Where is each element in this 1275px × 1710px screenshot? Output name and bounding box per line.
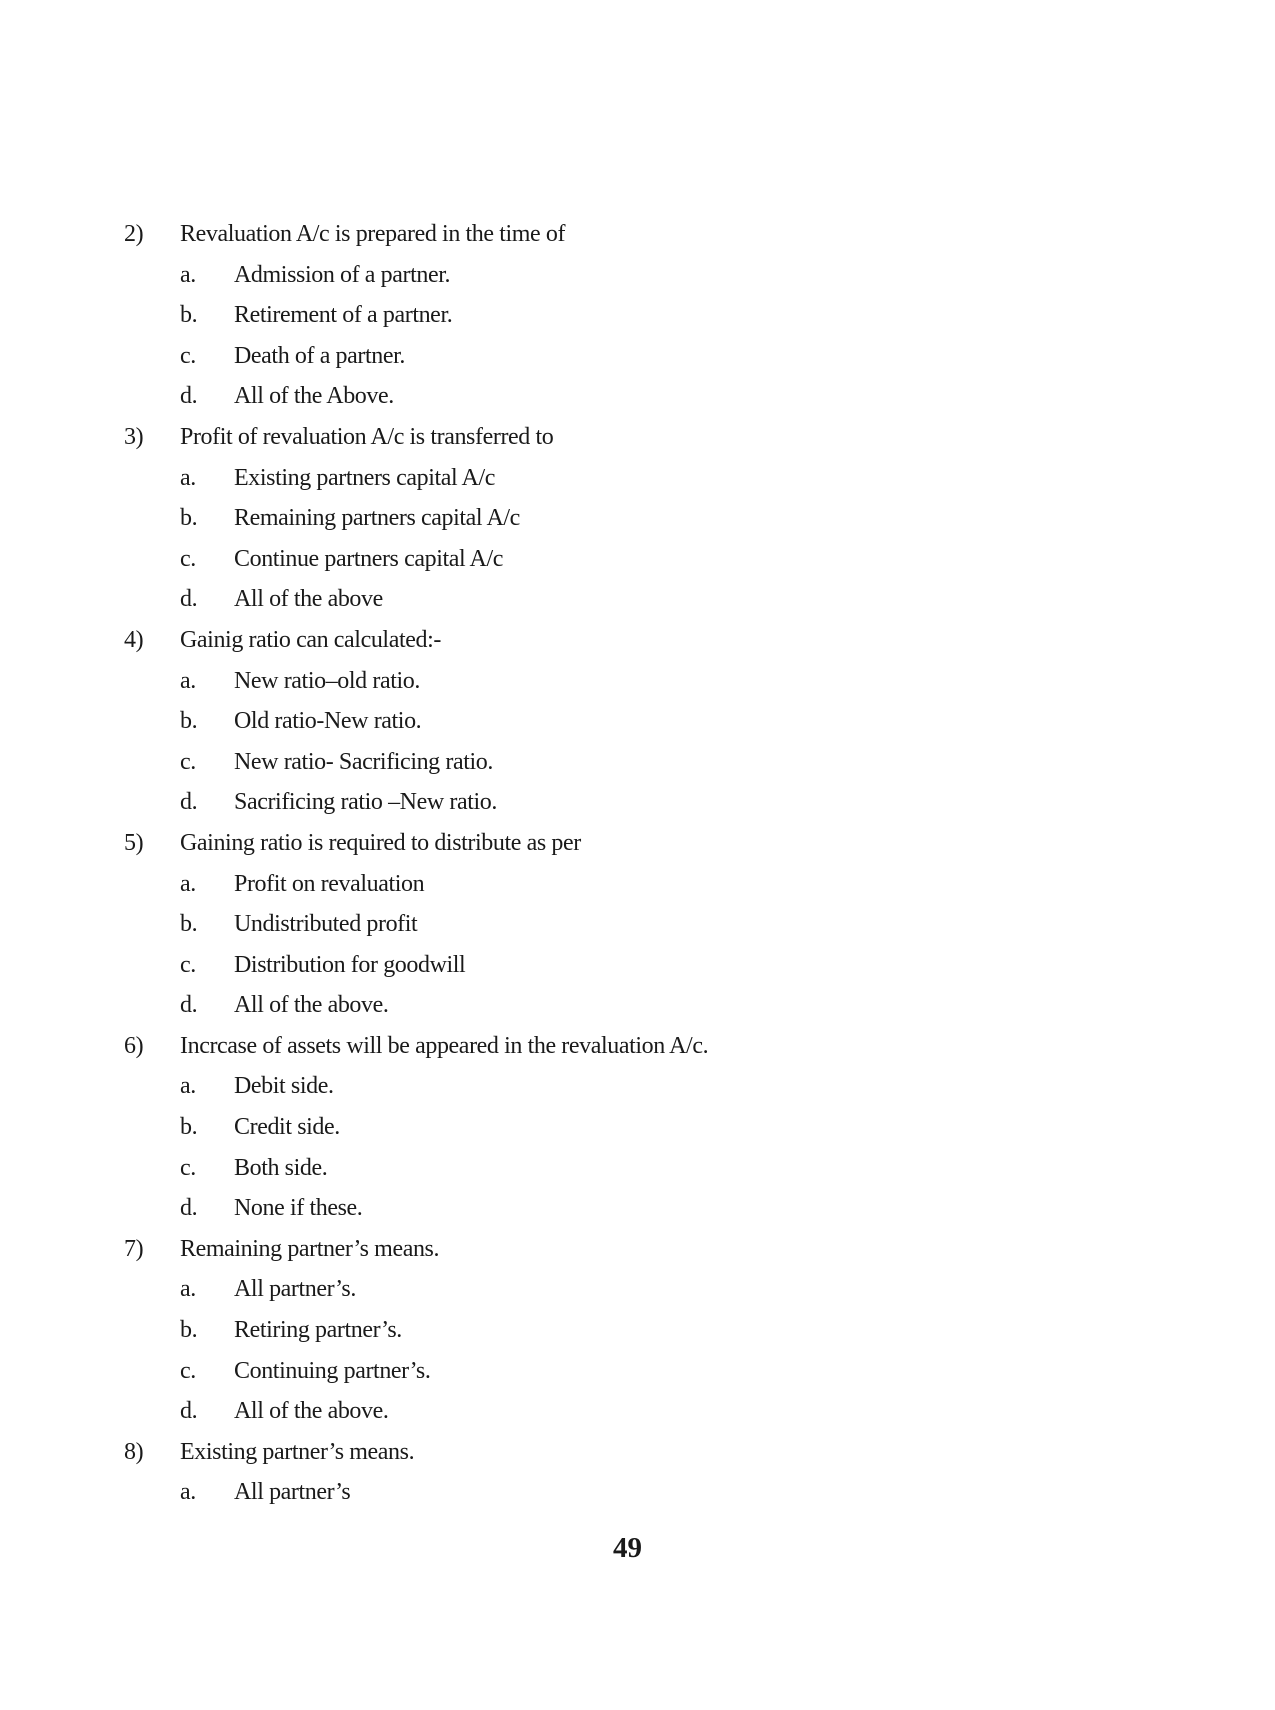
option-text: Both side. [234,1154,328,1181]
question-item [124,417,1124,458]
question-text: Gainig ratio can calculated:- [180,626,441,653]
option-text: All of the above [234,586,383,613]
answer-option [124,985,1124,1026]
option-text: All of the above. [234,1398,389,1425]
answer-option [124,1391,1124,1432]
question-item [124,1229,1124,1270]
option-letter: b. [180,505,198,532]
answer-option [124,376,1124,417]
answer-option [124,1188,1124,1229]
option-letter: a. [180,870,196,897]
option-text: Remaining partners capital A/c [234,505,520,532]
answer-option [124,1472,1124,1513]
question-number: 4) [124,626,144,653]
option-letter: c. [180,1357,196,1384]
answer-option [124,579,1124,620]
option-letter: d. [180,1195,198,1222]
question-item [124,823,1124,864]
option-text: Profit on revaluation [234,870,425,897]
option-letter: a. [180,667,196,694]
answer-option [124,336,1124,377]
option-text: Credit side. [234,1114,340,1141]
question-item [124,1432,1124,1473]
option-letter: a. [180,261,196,288]
option-letter: b. [180,1114,198,1141]
option-letter: b. [180,1317,198,1344]
option-letter: d. [180,383,198,410]
option-text: Death of a partner. [234,342,405,369]
option-letter: c. [180,748,196,775]
option-letter: b. [180,911,198,938]
answer-option [124,701,1124,742]
option-letter: d. [180,1398,198,1425]
option-text: Old ratio-New ratio. [234,708,422,735]
option-letter: b. [180,302,198,329]
option-letter: c. [180,342,196,369]
option-text: Undistributed profit [234,911,418,938]
question-text: Profit of revaluation A/c is transferred to [180,423,554,450]
question-text: Gaining ratio is required to distribute as per [180,829,581,856]
option-text: All of the Above. [234,383,394,410]
option-letter: c. [180,951,196,978]
option-text: None if these. [234,1195,363,1222]
option-letter: a. [180,1073,196,1100]
answer-option [124,864,1124,905]
option-text: Retirement of a partner. [234,302,453,329]
option-text: Admission of a partner. [234,261,451,288]
answer-option [124,1310,1124,1351]
option-text: All partner’s [234,1479,351,1506]
question-number: 5) [124,829,144,856]
question-text: Revaluation A/c is prepared in the time of [180,221,566,247]
answer-option [124,1148,1124,1189]
option-letter: a. [180,1276,196,1303]
option-text: Sacrificing ratio –New ratio. [234,789,497,816]
question-item [124,214,1124,255]
question-number: 7) [124,1235,144,1262]
option-text: Debit side. [234,1073,334,1100]
answer-option [124,1107,1124,1148]
option-text: Existing partners capital A/c [234,464,495,491]
answer-option [124,945,1124,986]
answer-option [124,661,1124,702]
option-letter: c. [180,545,196,572]
answer-option [124,255,1124,296]
answer-option [124,458,1124,499]
question-number: 2) [124,221,144,247]
answer-option [124,1269,1124,1310]
question-list [124,214,1124,1513]
option-text: Retiring partner’s. [234,1317,402,1344]
option-letter: a. [180,464,196,491]
option-letter: c. [180,1154,196,1181]
question-number: 3) [124,423,144,450]
option-text: New ratio- Sacrificing ratio. [234,748,493,775]
answer-option [124,498,1124,539]
question-item [124,620,1124,661]
answer-option [124,904,1124,945]
answer-option [124,1066,1124,1107]
option-letter: b. [180,708,198,735]
question-text: Incrcase of assets will be appeared in the revaluation A/c. [180,1032,709,1059]
option-letter: d. [180,992,198,1019]
option-text: All of the above. [234,992,389,1019]
option-text: Continue partners capital A/c [234,545,503,572]
answer-option [124,539,1124,580]
option-text: Continuing partner’s. [234,1357,431,1384]
question-text: Existing partner’s means. [180,1438,415,1465]
option-text: New ratio–old ratio. [234,667,420,694]
page-number: 49 [613,1532,642,1564]
option-letter: d. [180,586,198,613]
question-text: Remaining partner’s means. [180,1235,440,1262]
question-number: 6) [124,1032,144,1059]
answer-option [124,295,1124,336]
option-text: All partner’s. [234,1276,356,1303]
option-letter: d. [180,789,198,816]
question-number: 8) [124,1438,144,1465]
option-text: Distribution for goodwill [234,951,466,978]
answer-option [124,742,1124,783]
answer-option [124,782,1124,823]
question-item [124,1026,1124,1067]
option-letter: a. [180,1479,196,1506]
answer-option [124,1351,1124,1392]
